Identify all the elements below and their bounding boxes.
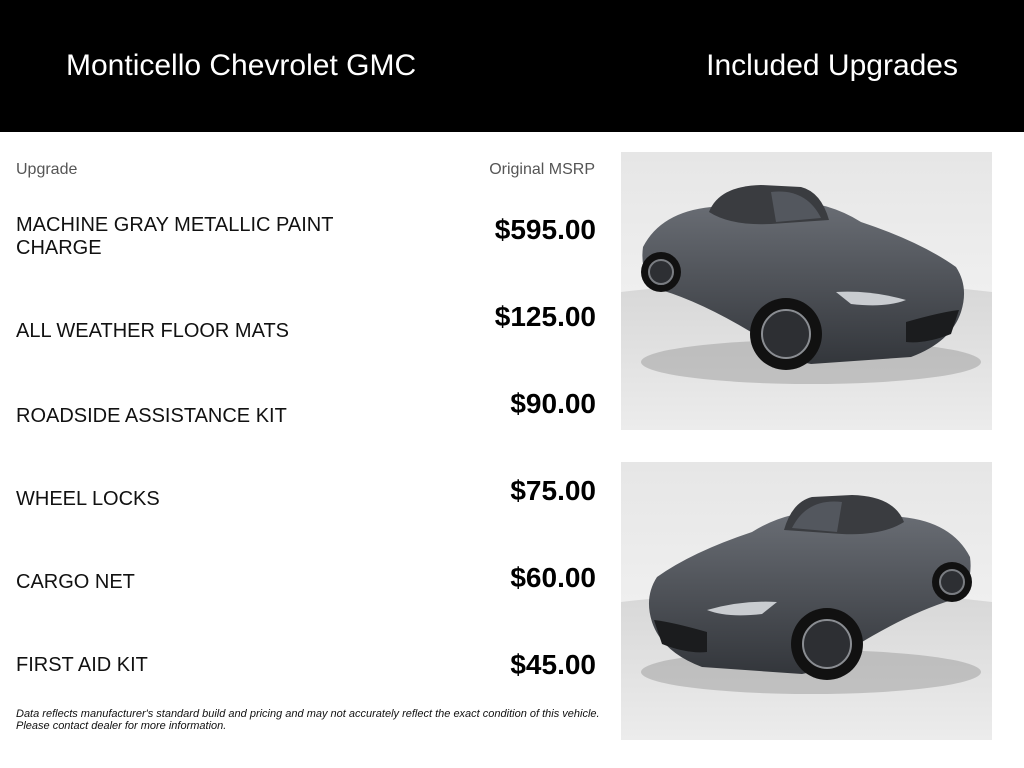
upgrade-row xyxy=(16,562,596,594)
upgrade-price: $75.00 xyxy=(510,475,596,506)
upgrade-price: $45.00 xyxy=(510,649,596,680)
upgrade-price: $60.00 xyxy=(510,562,596,593)
upgrade-row xyxy=(16,475,596,511)
upgrade-name: ALL WEATHER FLOOR MATS xyxy=(16,320,289,342)
upgrade-row xyxy=(16,388,596,428)
upgrade-price: $90.00 xyxy=(510,388,596,419)
vehicle-photo-side xyxy=(621,462,992,740)
header-bar xyxy=(0,0,1024,132)
disclaimer-line: Please contact dealer for more information. xyxy=(16,720,227,732)
upgrade-name: ROADSIDE ASSISTANCE KIT xyxy=(16,405,287,427)
upgrade-name: CARGO NET xyxy=(16,571,135,593)
upgrade-column-header: Upgrade xyxy=(16,161,78,178)
disclaimer-line: Data reflects manufacturer's standard build and pricing and may not accurately reflect the exact condition of this vehicle. xyxy=(16,708,600,720)
dealer-name: Monticello Chevrolet GMC xyxy=(66,49,417,82)
vehicle-photo-front xyxy=(621,152,992,430)
page-title: Included Upgrades xyxy=(706,49,958,82)
upgrade-row xyxy=(16,301,596,343)
upgrade-name: FIRST AID KIT xyxy=(16,654,148,676)
upgrade-row xyxy=(16,649,596,680)
upgrade-row xyxy=(16,214,596,260)
upgrade-price: $595.00 xyxy=(494,214,596,245)
upgrade-name: MACHINE GRAY METALLIC PAINT CHARGE xyxy=(16,214,334,259)
upgrade-name: WHEEL LOCKS xyxy=(16,488,160,510)
upgrade-price: $125.00 xyxy=(494,301,596,332)
msrp-column-header: Original MSRP xyxy=(489,161,595,178)
disclaimer xyxy=(16,708,606,732)
